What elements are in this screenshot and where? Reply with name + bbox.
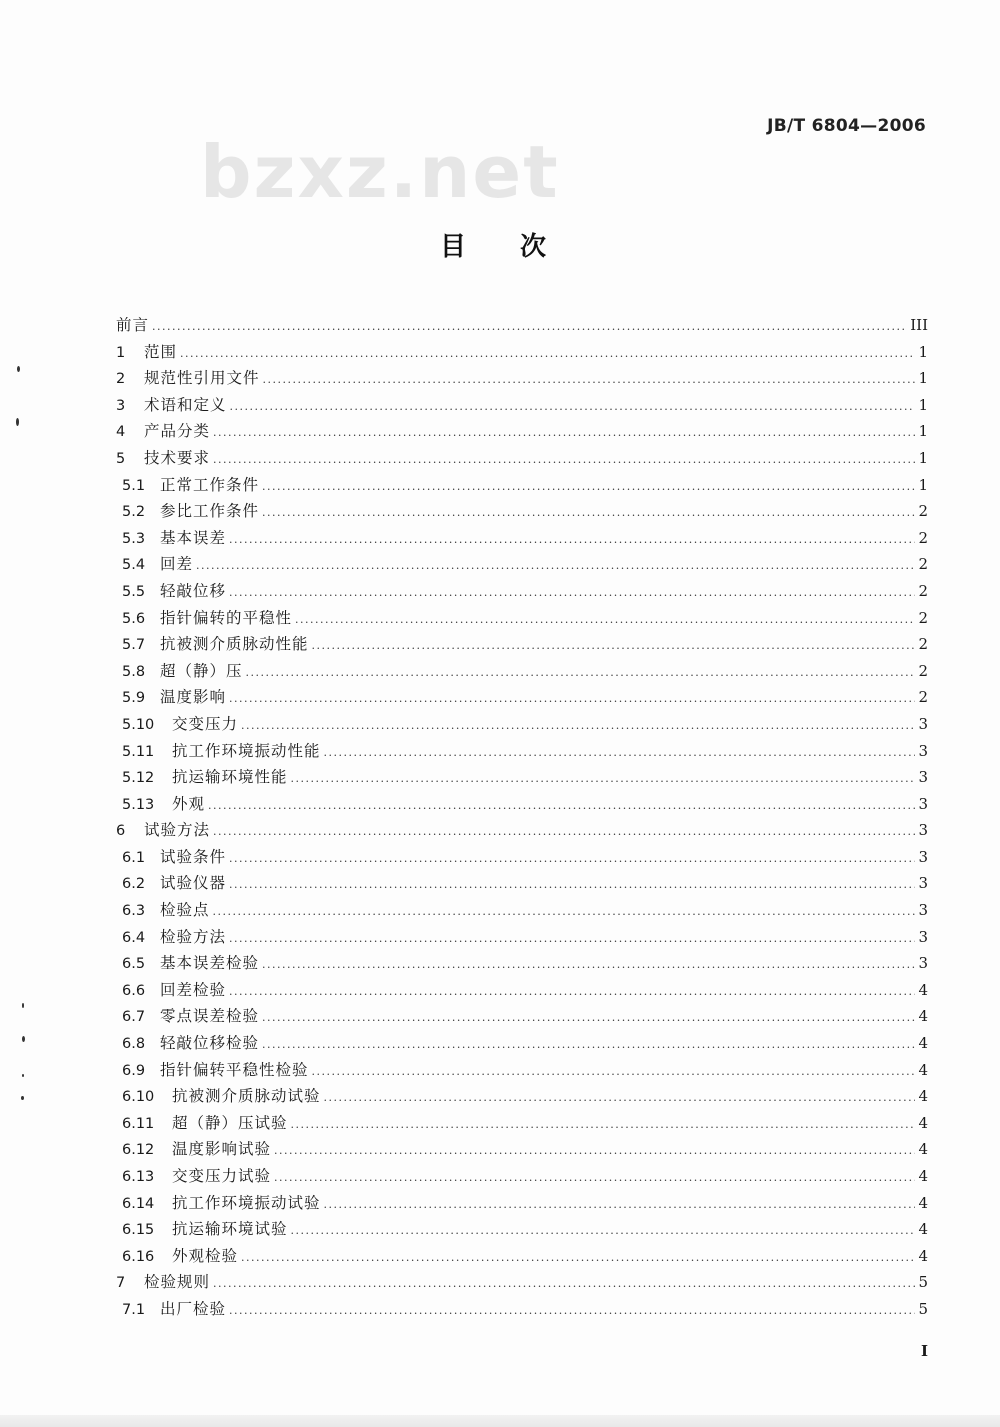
toc-entry[interactable] — [116, 684, 928, 711]
toc-leader-dots — [229, 979, 915, 1006]
toc-entry[interactable] — [116, 658, 928, 685]
toc-leader-dots — [291, 1218, 915, 1245]
toc-entry-page: 3 — [918, 901, 928, 920]
toc-entry[interactable] — [116, 977, 928, 1004]
toc-entry-page: 2 — [918, 555, 928, 574]
toc-entry-label: 参比工作条件 — [160, 502, 260, 521]
toc-entry-page: 5 — [918, 1299, 928, 1318]
toc-entry-label: 回差 — [160, 555, 194, 574]
toc-entry-number: 6.11 — [122, 1115, 155, 1132]
toc-entry-label: 试验仪器 — [160, 874, 227, 893]
toc-leader-dots — [230, 394, 915, 421]
toc-entry-number: 2 — [116, 371, 126, 388]
toc-entry-number: 7 — [116, 1275, 126, 1292]
toc-entry-number: 6.16 — [122, 1248, 155, 1265]
toc-entry[interactable] — [116, 1296, 928, 1323]
toc-entry-number: 5.8 — [122, 663, 146, 680]
toc-leader-dots — [241, 713, 915, 740]
toc-entry-label: 产品分类 — [144, 422, 211, 441]
toc-entry-number: 6.10 — [122, 1089, 155, 1106]
toc-entry[interactable] — [116, 1083, 928, 1110]
toc-entry[interactable] — [116, 1110, 928, 1137]
toc-entry-number: 6 — [116, 823, 126, 840]
toc-entry[interactable] — [116, 498, 928, 525]
toc-entry-label: 外观 — [172, 794, 206, 813]
toc-leader-dots — [180, 341, 915, 368]
toc-entry-page: 2 — [918, 608, 928, 627]
toc-entry-label: 检验规则 — [144, 1273, 211, 1292]
toc-entry-label: 抗运输环境性能 — [172, 768, 288, 787]
toc-entry-page: 3 — [918, 794, 928, 813]
toc-entry-number: 3 — [116, 397, 126, 414]
toc-entry[interactable] — [116, 631, 928, 658]
toc-leader-dots — [262, 500, 915, 527]
scan-bottom-edge — [0, 1415, 1000, 1427]
toc-leader-dots — [312, 633, 915, 660]
toc-entry-label: 抗运输环境试验 — [172, 1220, 288, 1239]
toc-entry-page: 4 — [918, 1113, 928, 1132]
toc-entry-page: 2 — [918, 661, 928, 680]
scan-speck — [21, 1096, 24, 1100]
toc-entry-label: 轻敲位移检验 — [160, 1034, 260, 1053]
toc-entry-page: 4 — [918, 1007, 928, 1026]
toc-entry-number: 1 — [116, 344, 126, 361]
scan-speck — [22, 1074, 24, 1077]
toc-entry-label: 正常工作条件 — [160, 475, 260, 494]
toc-entry[interactable] — [116, 1030, 928, 1057]
toc-entry-label: 温度影响试验 — [172, 1140, 272, 1159]
toc-entry-page: 4 — [918, 1220, 928, 1239]
toc-entry-page: 2 — [918, 528, 928, 547]
toc-entry-page: 2 — [918, 688, 928, 707]
scan-speck — [16, 418, 19, 426]
toc-entry[interactable] — [116, 1003, 928, 1030]
toc-entry-page: 3 — [918, 927, 928, 946]
toc-entry-label: 零点误差检验 — [160, 1007, 260, 1026]
toc-leader-dots — [213, 819, 915, 846]
toc-leader-dots — [274, 1138, 915, 1165]
toc-entry-page: 4 — [918, 980, 928, 999]
toc-entry-page: 3 — [918, 741, 928, 760]
toc-entry[interactable] — [116, 1163, 928, 1190]
toc-entry[interactable] — [116, 445, 928, 472]
toc-leader-dots — [213, 1271, 915, 1298]
toc-entry-number: 6.2 — [122, 876, 146, 893]
page-number: I — [920, 1342, 928, 1360]
toc-entry-number: 6.1 — [122, 849, 146, 866]
watermark: bzxz.net — [200, 130, 560, 214]
toc-entry-page: 1 — [918, 475, 928, 494]
toc-entry-number: 6.6 — [122, 982, 146, 999]
toc-entry[interactable] — [116, 551, 928, 578]
toc-entry-number: 5.10 — [122, 716, 155, 733]
toc-entry-label: 抗被测介质脉动试验 — [172, 1087, 321, 1106]
toc-entry[interactable] — [116, 1243, 928, 1270]
toc-entry-page: 1 — [918, 342, 928, 361]
toc-entry-page: 3 — [918, 874, 928, 893]
toc-leader-dots — [213, 899, 915, 926]
toc-entry-label: 出厂检验 — [160, 1299, 227, 1318]
toc-entry-number: 6.5 — [122, 956, 146, 973]
toc-leader-dots — [291, 1112, 915, 1139]
toc-leader-dots — [324, 1085, 915, 1112]
toc-leader-dots — [196, 553, 915, 580]
toc-entry-label: 回差检验 — [160, 980, 227, 999]
toc-entry-number: 5.5 — [122, 583, 146, 600]
toc-entry[interactable] — [116, 418, 928, 445]
toc-entry-label: 超（静）压试验 — [172, 1113, 288, 1132]
toc-entry-number: 6.3 — [122, 903, 146, 920]
toc-leader-dots — [229, 846, 915, 873]
toc-entry-page: 2 — [918, 581, 928, 600]
toc-entry-number: 5.13 — [122, 796, 155, 813]
toc-entry[interactable] — [116, 392, 928, 419]
toc-leader-dots — [324, 1192, 915, 1219]
toc-leader-dots — [262, 1032, 915, 1059]
toc-entry[interactable] — [116, 1190, 928, 1217]
toc-entry-number: 5.2 — [122, 504, 146, 521]
toc-entry[interactable] — [116, 870, 928, 897]
toc-entry[interactable] — [116, 924, 928, 951]
toc-leader-dots — [312, 1059, 915, 1086]
toc-entry-page: III — [910, 316, 928, 334]
toc-entry[interactable] — [116, 1216, 928, 1243]
toc-entry-label: 交变压力 — [172, 714, 239, 733]
toc-entry-label: 检验点 — [160, 901, 210, 920]
toc-leader-dots — [152, 314, 907, 341]
toc-entry-label: 抗工作环境振动试验 — [172, 1193, 321, 1212]
standard-code: JB/T 6804—2006 — [767, 116, 926, 136]
toc-entry[interactable] — [116, 472, 928, 499]
toc-leader-dots — [213, 447, 915, 474]
toc-leader-dots — [208, 793, 915, 820]
toc-entry[interactable] — [116, 844, 928, 871]
toc-entry[interactable] — [116, 897, 928, 924]
toc-leader-dots — [246, 660, 915, 687]
toc-entry[interactable] — [116, 1136, 928, 1163]
toc-leader-dots — [262, 1005, 915, 1032]
toc-entry[interactable] — [116, 339, 928, 366]
toc-entry-page: 4 — [918, 1193, 928, 1212]
toc-entry-number: 5.9 — [122, 690, 146, 707]
toc-entry-label: 指针偏转的平稳性 — [160, 608, 293, 627]
toc-entry-number: 6.7 — [122, 1009, 146, 1026]
toc-entry-number: 6.8 — [122, 1036, 146, 1053]
toc-entry-number: 5.6 — [122, 610, 146, 627]
toc-entry-number: 5.12 — [122, 770, 155, 787]
toc-entry[interactable] — [116, 764, 928, 791]
toc-entry-number: 5 — [116, 450, 126, 467]
toc-entry-label: 试验方法 — [144, 821, 211, 840]
toc-entry-label: 温度影响 — [160, 688, 227, 707]
toc-entry[interactable] — [116, 711, 928, 738]
toc-entry-number: 4 — [116, 424, 126, 441]
toc-entry-number: 6.15 — [122, 1222, 155, 1239]
scan-speck — [17, 366, 20, 372]
toc-entry-label: 前言 — [116, 316, 150, 334]
toc-entry-label: 术语和定义 — [144, 395, 227, 414]
toc-entry-page: 3 — [918, 954, 928, 973]
toc-leader-dots — [295, 607, 915, 634]
toc-entry[interactable] — [116, 578, 928, 605]
toc-entry[interactable] — [116, 365, 928, 392]
toc-leader-dots — [263, 367, 915, 394]
toc-entry-label: 外观检验 — [172, 1246, 239, 1265]
toc-entry-page: 1 — [918, 422, 928, 441]
toc-entry-page: 4 — [918, 1087, 928, 1106]
page-title: 目次 — [439, 232, 600, 262]
toc-entry-label: 抗被测介质脉动性能 — [160, 635, 309, 654]
toc-entry-page: 3 — [918, 821, 928, 840]
toc-entry[interactable] — [116, 738, 928, 765]
toc-leader-dots — [229, 1298, 915, 1325]
toc-entry-label: 轻敲位移 — [160, 581, 227, 600]
toc-entry-label: 技术要求 — [144, 448, 211, 467]
toc-entry-page: 5 — [918, 1273, 928, 1292]
toc-entry-number: 5.4 — [122, 557, 146, 574]
toc-entry-page: 1 — [918, 448, 928, 467]
toc-entry[interactable] — [116, 525, 928, 552]
toc-entry-page: 2 — [918, 502, 928, 521]
toc-entry-page: 4 — [918, 1246, 928, 1265]
toc-entry-number: 5.11 — [122, 743, 155, 760]
toc-entry-label: 试验条件 — [160, 847, 227, 866]
toc-entry-label: 基本误差 — [160, 528, 227, 547]
scan-speck — [22, 1003, 24, 1008]
toc-entry-label: 规范性引用文件 — [144, 369, 260, 388]
toc-entry[interactable] — [116, 312, 928, 339]
toc-entry-page: 3 — [918, 768, 928, 787]
toc-entry-label: 范围 — [144, 342, 178, 361]
table-of-contents — [116, 312, 928, 1323]
toc-entry-page: 3 — [918, 714, 928, 733]
toc-entry-page: 3 — [918, 847, 928, 866]
toc-entry-page: 4 — [918, 1140, 928, 1159]
toc-entry-label: 检验方法 — [160, 927, 227, 946]
toc-entry-number: 5.7 — [122, 637, 146, 654]
toc-entry-page: 2 — [918, 635, 928, 654]
toc-entry-page: 4 — [918, 1034, 928, 1053]
toc-entry-number: 6.4 — [122, 929, 146, 946]
toc-entry-label: 指针偏转平稳性检验 — [160, 1060, 309, 1079]
toc-entry-page: 4 — [918, 1167, 928, 1185]
toc-entry-number: 6.13 — [122, 1169, 155, 1185]
toc-entry[interactable] — [116, 1269, 928, 1296]
toc-entry-number: 7.1 — [122, 1301, 146, 1318]
toc-leader-dots — [229, 926, 915, 953]
toc-entry-label: 超（静）压 — [160, 661, 243, 680]
toc-entry[interactable] — [116, 791, 928, 818]
toc-entry[interactable] — [116, 1057, 928, 1084]
toc-leader-dots — [262, 952, 915, 979]
scan-speck — [22, 1036, 25, 1042]
toc-entry-number: 5.3 — [122, 530, 146, 547]
toc-entry-label: 基本误差检验 — [160, 954, 260, 973]
toc-leader-dots — [229, 872, 915, 899]
toc-entry[interactable] — [116, 950, 928, 977]
toc-leader-dots — [274, 1165, 915, 1192]
toc-entry-number: 5.1 — [122, 477, 146, 494]
toc-entry-page: 4 — [918, 1060, 928, 1079]
toc-leader-dots — [229, 580, 915, 607]
toc-leader-dots — [291, 766, 915, 793]
toc-leader-dots — [324, 740, 915, 767]
toc-entry-label: 抗工作环境振动性能 — [172, 741, 321, 760]
toc-entry[interactable] — [116, 817, 928, 844]
toc-entry-number: 6.9 — [122, 1062, 146, 1079]
toc-entry-label: 交变压力试验 — [172, 1167, 272, 1185]
toc-entry-number: 6.14 — [122, 1195, 155, 1212]
toc-leader-dots — [262, 474, 915, 501]
toc-leader-dots — [213, 420, 915, 447]
toc-entry[interactable] — [116, 605, 928, 632]
toc-leader-dots — [229, 527, 915, 554]
toc-entry-number: 6.12 — [122, 1142, 155, 1159]
toc-entry-page: 1 — [918, 395, 928, 414]
toc-leader-dots — [241, 1245, 915, 1272]
toc-entry-page: 1 — [918, 369, 928, 388]
toc-leader-dots — [229, 686, 915, 713]
